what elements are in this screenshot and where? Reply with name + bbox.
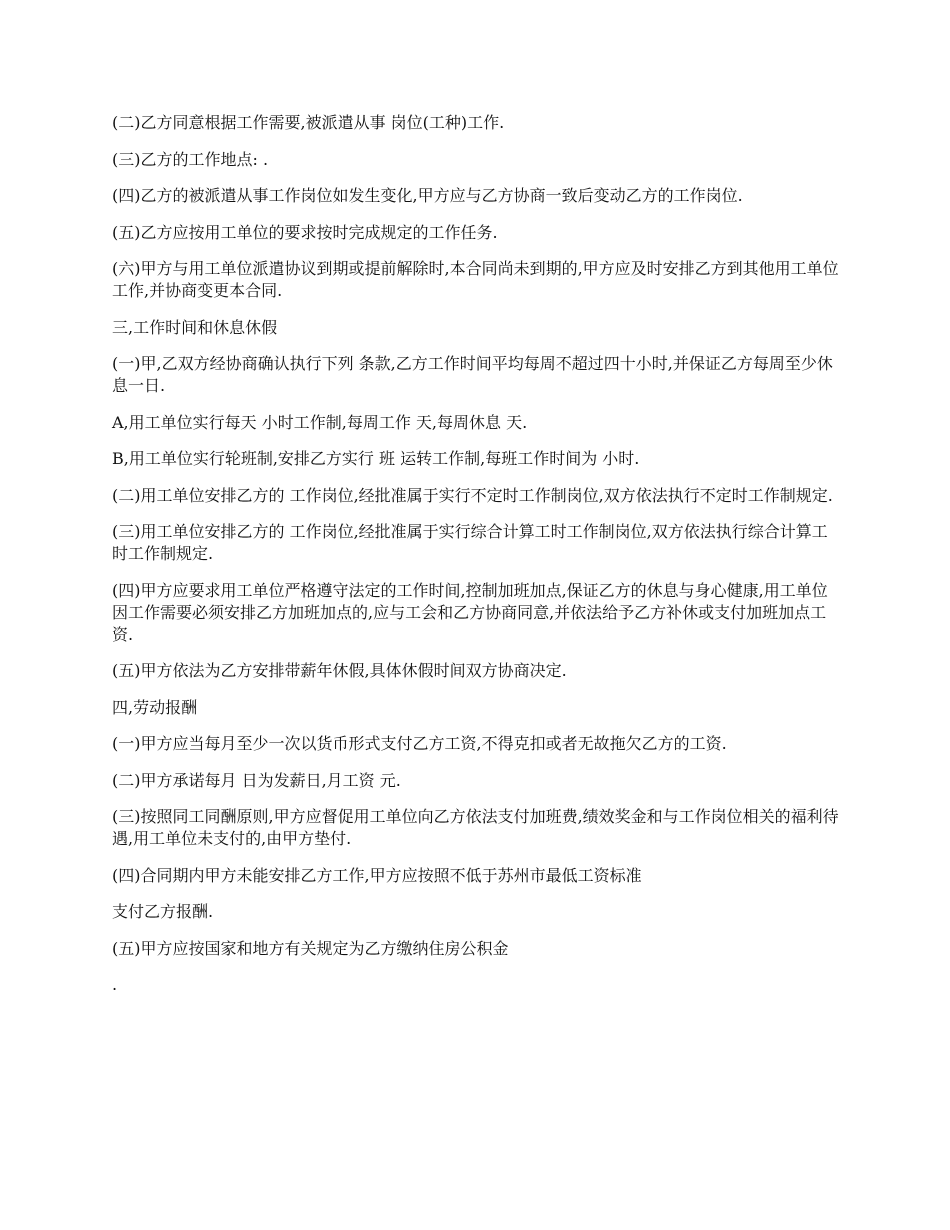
paragraph: (三)用工单位安排乙方的 工作岗位,经批准属于实行综合计算工时工作制岗位,双方依法执行综合计算工时工作制规定. [112, 522, 828, 563]
paragraph: (四)乙方的被派遣从事工作岗位如发生变化,甲方应与乙方协商一致后变动乙方的工作岗位. [112, 186, 743, 205]
paragraph: 支付乙方报酬. [112, 902, 214, 921]
paragraph: . [112, 975, 118, 994]
paragraph: A,用工单位实行每天 小时工作制,每周工作 天,每周休息 天. [112, 412, 528, 432]
paragraph: (五)甲方应按国家和地方有关规定为乙方缴纳住房公积金 [112, 938, 509, 958]
paragraph: (二)甲方承诺每月 日为发薪日,月工资 元. [112, 770, 401, 790]
paragraph: (四)甲方应要求用工单位严格遵守法定的工作时间,控制加班加点,保证乙方的休息与身心健康,用工单位因工作需要必须安排乙方加班加点的,应与工会和乙方协商同意,并依法给予乙方补休或支付加班加点工资. [112, 580, 828, 644]
section-heading: 三,工作时间和休息休假 [112, 317, 278, 337]
paragraph: (二)用工单位安排乙方的 工作岗位,经批准属于实行不定时工作制岗位,双方依法执行不定时工作制规定. [112, 485, 833, 505]
paragraph: (一)甲,乙双方经协商确认执行下列 条款,乙方工作时间平均每周不超过四十小时,并保证乙方每周至少休息一日. [112, 354, 833, 395]
paragraph: (一)甲方应当每月至少一次以货币形式支付乙方工资,不得克扣或者无故拖欠乙方的工资. [112, 734, 727, 753]
paragraph: (三)乙方的工作地点: . [112, 149, 269, 169]
paragraph: B,用工单位实行轮班制,安排乙方实行 班 运转工作制,每班工作时间为 小时. [112, 449, 640, 468]
paragraph: (六)甲方与用工单位派遣协议到期或提前解除时,本合同尚未到期的,甲方应及时安排乙方到其他用工单位工作,并协商变更本合同. [112, 259, 839, 300]
paragraph: (二)乙方同意根据工作需要,被派遣从事 岗位(工种)工作. [112, 113, 505, 132]
document-body [112, 112, 842, 1011]
paragraph: (五)甲方依法为乙方安排带薪年休假,具体休假时间双方协商决定. [112, 661, 567, 680]
paragraph: (四)合同期内甲方未能安排乙方工作,甲方应按照不低于苏州市最低工资标准 [112, 865, 642, 885]
paragraph: (三)按照同工同酬原则,甲方应督促用工单位向乙方依法支付加班费,绩效奖金和与工作岗位相关的福利待遇,用工单位未支付的,由甲方垫付. [112, 807, 839, 848]
section-heading: 四,劳动报酬 [112, 697, 198, 717]
paragraph: (五)乙方应按用工单位的要求按时完成规定的工作任务. [112, 222, 498, 242]
